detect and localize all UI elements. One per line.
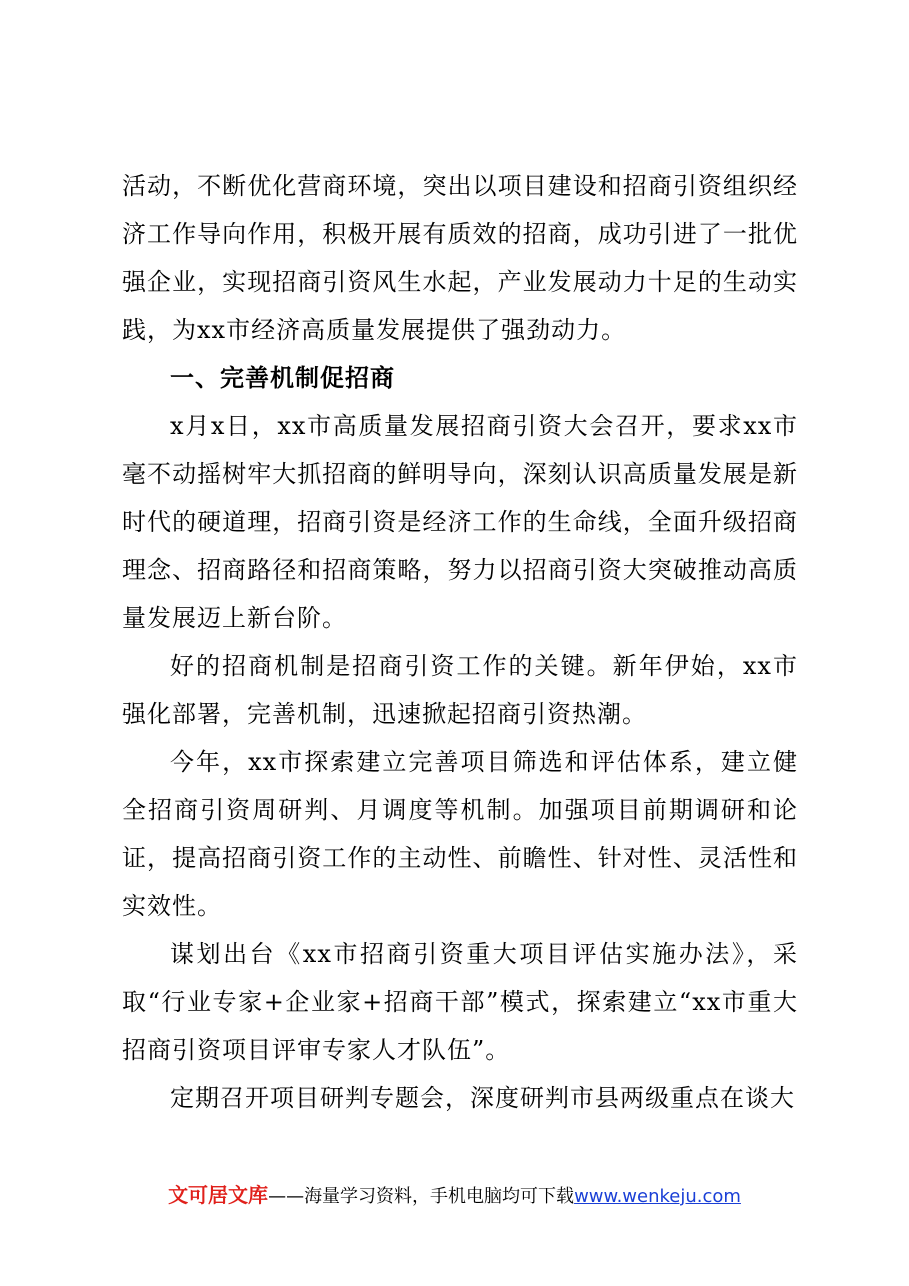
- paragraph: 定期召开项目研判专题会，深度研判市县两级重点在谈大: [170, 1084, 795, 1112]
- paragraph-continued: 活动，不断优化营商环境，突出以项目建设和招商引资组织经济工作导向作用，积极开展有质效的招商，成功引进了一批优强企业，实现招商引资风生水起，产业发展动力十足的生动实践，为xx市经济高质量发展提供了强劲动力。: [122, 172, 798, 344]
- footer-banner: [0, 1180, 909, 1212]
- paragraph: 谋划出台《xx市招商引资重大项目评估实施办法》，采取“行业专家+企业家+招商干部”模式，探索建立“xx市重大招商引资项目评审专家人才队伍”。: [122, 940, 798, 1064]
- section-heading: 一、完善机制促招商: [170, 364, 395, 392]
- footer-site-link[interactable]: www.wenkeju.com: [574, 1186, 741, 1207]
- footer-tagline: ——海量学习资料，手机电脑均可下载: [268, 1186, 575, 1207]
- paragraph: x月x日，xx市高质量发展招商引资大会召开，要求xx市毫不动摇树牢大抓招商的鲜明导向，深刻认识高质量发展是新时代的硬道理，招商引资是经济工作的生命线，全面升级招商理念、招商路径和招商策略，努力以招商引资大突破推动高质量发展迈上新台阶。: [122, 412, 798, 632]
- document-body: [122, 162, 798, 1122]
- paragraph: 今年，xx市探索建立完善项目筛选和评估体系，建立健全招商引资周研判、月调度等机制。加强项目前期调研和论证，提高招商引资工作的主动性、前瞻性、针对性、灵活性和实效性。: [122, 748, 798, 920]
- paragraph: 好的招商机制是招商引资工作的关键。新年伊始，xx市强化部署，完善机制，迅速掀起招商引资热潮。: [122, 652, 798, 728]
- footer-brand: 文可居文库: [168, 1183, 269, 1207]
